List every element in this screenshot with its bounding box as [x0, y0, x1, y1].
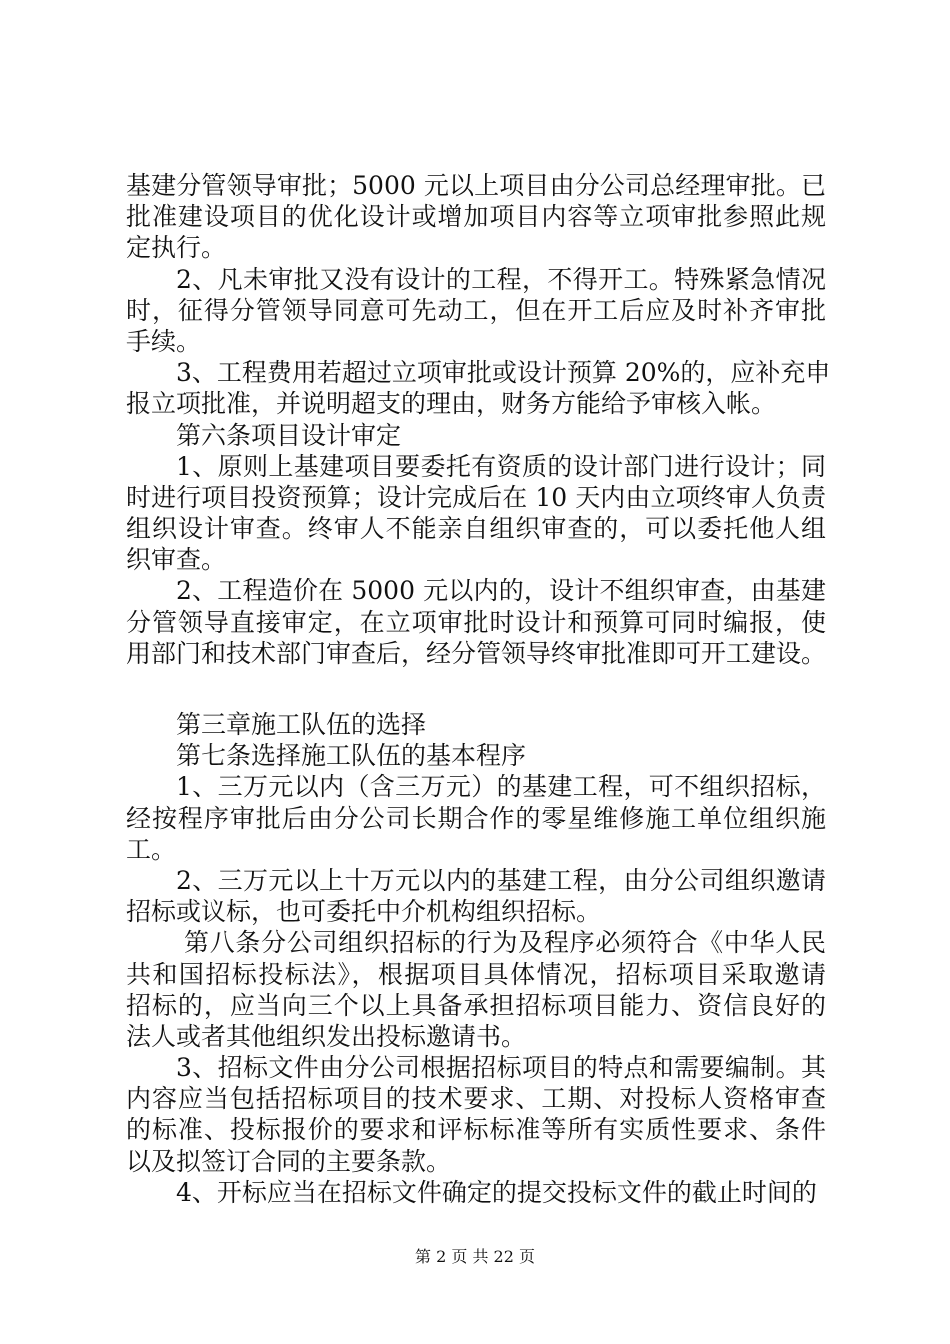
text-line: 第八条分公司组织招标的行为及程序必须符合《中华人民	[184, 928, 826, 958]
text-line: 2、凡未审批又没有设计的工程，不得开工。特殊紧急情况	[176, 264, 826, 294]
text-line: 经按程序审批后由分公司长期合作的零星维修施工单位组织施	[126, 803, 826, 833]
paragraph	[126, 1052, 826, 1177]
text-line: 第三章施工队伍的选择	[176, 710, 427, 739]
text-line: 分管领导直接审定，在立项审批时设计和预算可同时编报，使	[126, 607, 826, 637]
text-line: 时，征得分管领导同意可先动工，但在开工后应及时补齐审批	[126, 295, 826, 325]
paragraph	[126, 865, 826, 927]
page-footer	[0, 1244, 950, 1267]
text-line: 织审查。	[126, 545, 227, 575]
text-line: 批准建设项目的优化设计或增加项目内容等立项审批参照此规	[126, 202, 826, 232]
text-line: 招标的，应当向三个以上具备承担招标项目能力、资信良好的	[126, 990, 826, 1020]
document-body	[126, 170, 831, 1208]
text-line: 时进行项目投资预算；设计完成后在 10 天内由立项终审人负责	[126, 482, 826, 512]
paragraph	[126, 1177, 826, 1208]
paragraph	[126, 264, 826, 358]
text-line: 组织设计审查。终审人不能亲自组织审查的，可以委托他人组	[126, 514, 826, 544]
paragraph	[126, 771, 826, 865]
text-line: 定执行。	[126, 233, 227, 263]
text-line: 法人或者其他组织发出投标邀请书。	[126, 1021, 527, 1051]
text-line: 报立项批准，并说明超支的理由，财务方能给予审核入帐。	[126, 389, 777, 419]
paragraph	[126, 451, 826, 576]
text-line: 手续。	[126, 326, 202, 356]
paragraph	[126, 927, 826, 1052]
paragraph	[126, 575, 826, 669]
text-line: 以及拟签订合同的主要条款。	[126, 1146, 452, 1176]
text-line: 第六条项目设计审定	[176, 420, 402, 450]
text-line: 1、三万元以内（含三万元）的基建工程，可不组织招标，	[176, 772, 826, 802]
paragraph	[126, 357, 831, 419]
paragraph	[126, 170, 826, 264]
text-line: 第七条选择施工队伍的基本程序	[176, 741, 527, 771]
text-line: 内容应当包括招标项目的技术要求、工期、对投标人资格审查	[126, 1084, 826, 1114]
text-line: 1、原则上基建项目要委托有资质的设计部门进行设计；同	[176, 451, 826, 481]
paragraph	[126, 709, 826, 740]
text-line: 基建分管领导审批；5000 元以上项目由分公司总经理审批。已	[126, 171, 826, 200]
text-line: 招标或议标，也可委托中介机构组织招标。	[126, 897, 602, 927]
text-line: 2、三万元以上十万元以内的基建工程，由分公司组织邀请	[176, 865, 826, 895]
blank-spacer	[126, 669, 826, 709]
text-line: 共和国招标投标法》，根据项目具体情况，招标项目采取邀请	[126, 959, 826, 989]
paragraph	[126, 420, 826, 451]
text-line: 3、工程费用若超过立项审批或设计预算 20%的，应补充申	[176, 358, 831, 388]
text-line: 2、工程造价在 5000 元以内的，设计不组织审查，由基建	[176, 576, 826, 606]
page-number: 第 2 页 共 22 页	[415, 1247, 535, 1266]
text-line: 3、招标文件由分公司根据招标项目的特点和需要编制。其	[176, 1053, 826, 1083]
text-line: 的标准、投标报价的要求和评标标准等所有实质性要求、条件	[126, 1115, 826, 1145]
text-line: 用部门和技术部门审查后，经分管领导终审批准即可开工建设。	[126, 638, 827, 668]
text-line: 4、开标应当在招标文件确定的提交投标文件的截止时间的	[176, 1177, 817, 1207]
text-line: 工。	[126, 834, 177, 864]
paragraph	[126, 740, 826, 771]
